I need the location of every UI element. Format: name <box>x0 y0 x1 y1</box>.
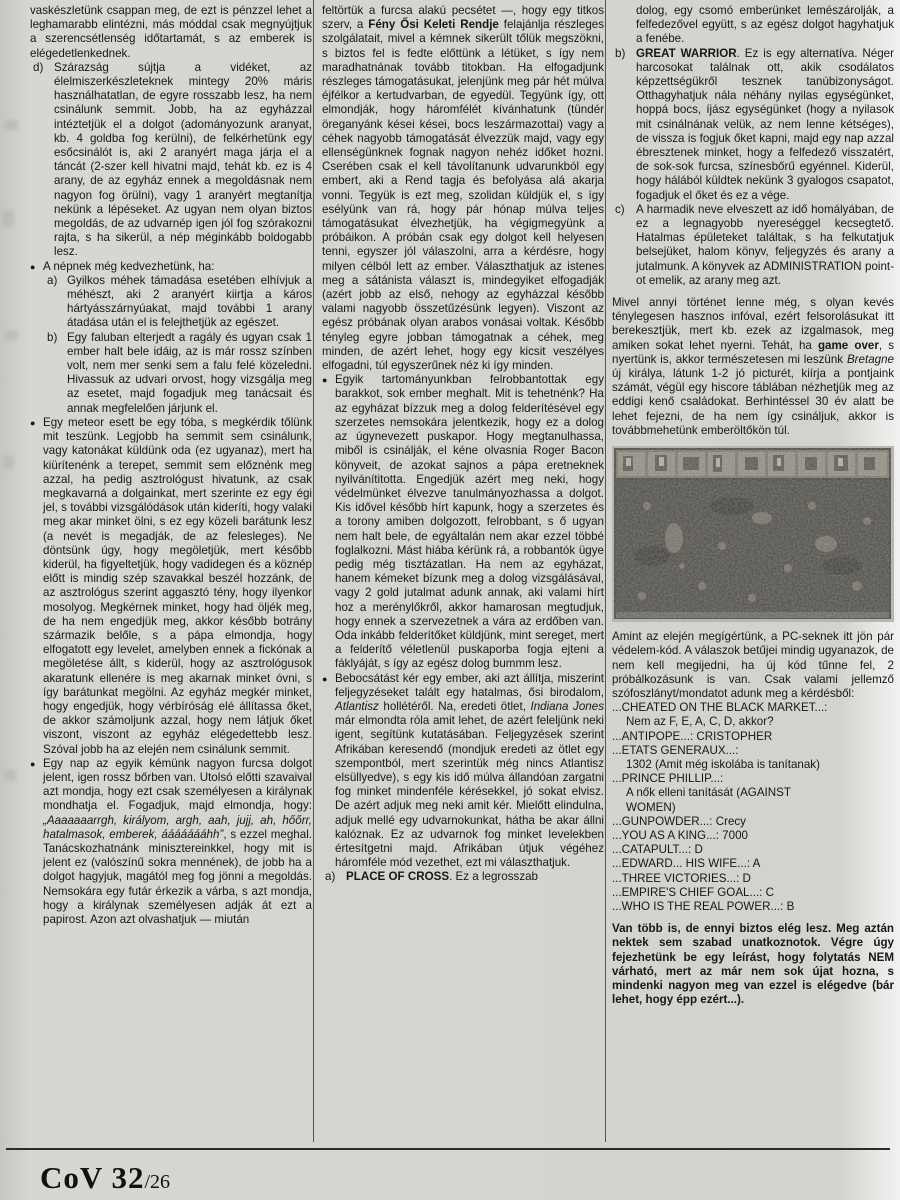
logo-page-number: /26 <box>144 1171 171 1193</box>
list-marker: d) <box>33 60 44 74</box>
bullet-marker: ● <box>30 758 36 769</box>
code-line: WOMEN) <box>626 800 676 814</box>
paragraph <box>612 203 894 288</box>
code-line: ...YOU AS A KING...: 7000 <box>612 828 748 842</box>
scan-smudge <box>2 210 14 226</box>
text-segment: felajánlja részleges szolgálatait, mivel a kémnek sikerült tőlük megszökni, s biztos fel is fedte előttünk a létüket, s így nem maradhatnának tovább titokban. Ha elfogadjunk részleges támogatásukat, jelenjünk meg pár hét múlva éjfélkor a kertudvarban, de egyedül. Tegyünk így, ott elmondják, hogy háromfélét kívánhatunk (tündér öreganyánk kései kései, bocs leszármazottai) vagy a céhek nagyobb támogatását élvezzük majd, vagy egy ellenségünknek fognak nagyon nehéz időket hozni. Cserében csak el kell távolítanunk udvarunkból egy embert, aki a Rend tagja és befolyása alá akarja vonni. Tegyük is ezt meg, szolidan küldjük el, s így esélyünk van rá, hogy pár hónap múlva teljes támogatásukat élvezhetjük, ha végigmegyünk a próbáikon. A próbán csak egy dolgot kell helyesen tenni, egyszer jól válaszolni, arra a kérdésre, hogy milyen célból lett az ember. Választhatjuk az istenes meg a sátánista választ is, mindegyiket elfogadják (azért jobb az első, nehogy az egyházzal később valami nagyobb összetűzésünk legyen). Viszont az egész próbának olyan arabos vonásai voltak. Később tényleg egyre jobban támogatnak a céhek, meg minden, de azért lehet, hogy egy kicsit veszélyes elfogadni, túl egyszerűnek néz ki így minden. <box>322 18 604 373</box>
code-line: ...WHO IS THE REAL POWER...: B <box>612 899 795 913</box>
scan-smudge <box>4 120 18 130</box>
code-line: ...EMPIRE'S CHIEF GOAL...: C <box>612 885 774 899</box>
game-screenshot <box>612 446 894 622</box>
bullet-marker: ● <box>322 375 328 386</box>
paragraph <box>322 4 604 373</box>
list-marker: a) <box>325 870 336 884</box>
text-segment: Bretagne <box>846 352 894 366</box>
scan-smudge <box>3 455 14 469</box>
text-segment: A harmadik neve elveszett az idő homályában, de ez a legnagyobb nyereséggel kecsegtető. Hatalmas épületeket találtak, s ha felkutatjuk belsejüket, halom könyv, feljegyzés és arany a jutalmunk. A könyvek az ADMINISTRATION point-ot emelik, az arany meg azt. <box>636 202 894 287</box>
paragraph <box>30 331 312 416</box>
text-segment: vaskészletünk csappan meg, de ezt is pénzzel lehet a leghamarabb elintézni, más móddal csak megnyújtjuk a szerencsétlenség időtartamát, s az emberek is elégedetlenkednek. <box>30 4 312 60</box>
text-column-2 <box>322 4 604 1146</box>
code-line: ...GUNPOWDER...: Crecy <box>612 814 746 828</box>
bullet-marker: ● <box>322 673 328 684</box>
paragraph <box>30 757 312 927</box>
magazine-footer-logo <box>40 1160 170 1196</box>
code-line: 1302 (Amit még iskolába is tanítanak) <box>626 757 820 771</box>
paragraph <box>612 630 894 701</box>
column-divider <box>605 0 606 1142</box>
paragraph <box>612 4 894 47</box>
text-segment: „Aaaaaaarrgh, királyom, argh, aah, jujj, ah, hőőrr, hatalmasok, emberek, áááááááhh” <box>43 813 312 841</box>
paragraph <box>612 922 894 1007</box>
text-segment: Mivel annyi történet lenne még, s olyan kevés ténylegesen hasznos infóval, ezért felsorolásukat itt berekesztjük, mert kb. ezek az izgalmasok, meg amiken sokat lehet nyerni. Tehát, ha <box>612 296 894 352</box>
text-segment: már elmondta róla amit lehet, de azért feleljünk neki igent, segítünk kutatásában. Feljegyzések szerint Afrikában keresendő (mondjuk eredeti az ötlet egy szempontból, mert szerintük még nincs Atlantisz elsüllyedve), s egy kis idő múlva állandóan zargatni fog minket mindenféle kérésekkel, jó sokat elvisz. De azért adjuk meg neki amit kér. Mielőtt elindulna, adjuk mellé egy udvarnokunkat, hátha be akar állni kalóznak. Ez az udvarnok fog minket levelekben értesítgetni majd. Afrikában útjuk végéhez háromféle mód vezethet, ezt mi választhatjuk. <box>335 714 604 870</box>
paragraph <box>30 260 312 274</box>
code-line: ...PRINCE PHILLIP...: <box>612 772 724 786</box>
text-segment: hollétéről. Na, eredeti ötlet, <box>378 699 531 713</box>
paragraph <box>322 373 604 671</box>
paragraph <box>30 416 312 757</box>
list-marker: b) <box>615 46 626 60</box>
paragraph <box>322 672 604 871</box>
code-line: ...CHEATED ON THE BLACK MARKET...: <box>612 701 828 715</box>
text-segment: Egy nap az egyik kémünk nagyon furcsa dolgot jelent, igen rossz bőrben van. Utolsó előtti szavaival azt mondja, hogy ezt csak személyesen a királynak mondhatja el. Fogadjuk, majd elmondja, hogy: <box>43 756 312 813</box>
text-segment: Atlantisz <box>335 699 379 713</box>
text-segment: Gyilkos méhek támadása esetében elhívjuk a méhészt, aki 2 aranyért kiirtja a káros hártyásszárnyúakat, majd további 1 arany átadása után el is felejthetjük az egészet. <box>67 273 312 330</box>
footer-rule <box>6 1148 890 1150</box>
column-divider <box>313 0 314 1142</box>
text-segment: Egyik tartományunkban felrobbantottak egy barakkot, sok ember meghalt. Mit is tehetnénk? Ha az egyházat bízzuk meg a dolog felderítésével egy szerzetes nemsokára jelentkezik, hogy ez a dolog az úgynevezett puskapor. Hogy megtanulhassa, miből is csinálják, el kéne olvasnia Roger Bacon könyveit, de azokat sajnos a pápa eretneknek nyilvánítitotta. Engedjük azért meg neki, hogy védelmünket élvezve tanulmányozhassa a dolgot. Kis idővel később hírt kapunk, hogy a szerzetes és a torony amiben dolgozott, felrobbant, s ő ugyan nem halt bele, de egyáltalán nem akar ezzel többé foglalkozni. Mást hiába kérünk rá, a robbantók ügye pedig még tisztázatlan. Ha nem az egyházat, hanem kémeket bízunk meg a dolog vizsgálásával, vagy 2 gold jutalmat adunk annak, aki valami hírt hoz a merénylőkről, akkor hamarosan megtudjuk, hogy ennek a szervezetnek a vára az erdőben van. Oda inkább felderítőket küldjünk, mint sereget, mert a felderítő véletlenül puskaporba fogja ejteni a fáklyáját, s így az egész dolog bummm lesz. <box>335 373 604 671</box>
text-column-3 <box>612 4 894 1146</box>
code-line: A nők elleni tanítását (AGAINST <box>626 786 791 800</box>
code-line: Nem az F, E, A, C, D, akkor? <box>626 715 774 729</box>
code-line: ...THREE VICTORIES...: D <box>612 871 751 885</box>
text-segment: PLACE OF CROSS <box>346 870 450 884</box>
text-segment: Fény Ősi Keleti Rendje <box>368 18 499 32</box>
code-line: ...ANTIPOPE...: CRISTOPHER <box>612 729 773 743</box>
text-segment: Bebocsátást kér egy ember, aki azt állítja, miszerint feljegyzéseket talált egy hatalmas, ősi birodalom, <box>335 671 604 699</box>
list-marker: c) <box>615 202 625 216</box>
text-segment: Van több is, de ennyi biztos elég lesz. Meg aztán nektek sem szabad unatkoznotok. Végre úgy fejezhetünk be egy leírást, hogy folytatás NEM várható, mert az már nem sok újat hozna, s mindenki nagyon meg van ezzel is elégedve (bár lehet, hogy épp ezért...). <box>612 922 894 1007</box>
code-line: ...CATAPULT...: D <box>612 843 703 857</box>
text-segment: , s nyertünk is, akkor természetesen mi leszünk <box>612 338 894 366</box>
paragraph <box>30 61 312 260</box>
text-segment: . Ez a legrosszab <box>449 870 539 884</box>
text-segment: A népnek még kedvezhetünk, ha: <box>43 259 215 273</box>
paragraph <box>612 47 894 203</box>
text-segment: feltörtük a furcsa alakú pecsétet —, hogy egy titkos szerv, a <box>322 4 604 32</box>
text-segment: Szárazság sújtja a vidéket, az élelmiszerkészleteknek mintegy 20% máris használhatatlan, de egyre rosszabb lesz, ha nem csinálunk semmit. Jobb, ha az egyházzal intéztetjük el a dolgot (adományozunk aranyat, kb. 4 goldba fog kerülni), de felkérhetünk egy esőcsinálót is, aki 2 aranyért maga járja el a táncát (2-szer kell hivatni majd, tehát kb. ez is 4 arany, de az egyház ennek a megoldásnak nem nagyon fog örülni), vagy 1 aranyért megtanítja nekünk a lépéseket. Az ugyan nem olyan biztos megoldás, de az udvarnép igen jól fog szórakozni rajta, s ha sikerül, a nép méginkább boldogabb lesz. <box>54 60 312 259</box>
text-segment: új királya, látunk 1-2 jó picturét, kiírja a pontjaink számát, végül egy hiscore táblában nézhetjük meg az eddigi kenő családokat. Berhintéssel 30 év alatt be lehet fejezni, de ha nem így csináljuk, akkor is továbbmehetünk emberöltőkön túl. <box>612 367 894 437</box>
list-marker: a) <box>47 273 58 287</box>
logo-title: CoV 32 <box>40 1160 145 1195</box>
text-segment: GREAT WARRIOR <box>636 46 737 60</box>
bullet-marker: ● <box>30 261 36 272</box>
text-segment: . Ez is egy alternatíva. Néger harcosokat találnak ott, akik csodálatos képzettségükről tesznek tanúbizonyságot. Otthagyhatjuk nála néhány nyilas egységünket, hoppá bocs, íjász egységünket (hogy a nyilasok mit csinálnának velük, az nem lenne kétséges), de vissza is fogjuk őket kapni, majd egy nap azzal ébresztenek minket, hogy a felfedező visszatért, de sok-sok furcsa, színesbőrű egyénnel. Kiderül, hogy hálából küldtek nekünk 3 gyalogos csapatot, fogadjuk el őket és ez a vége. <box>636 46 894 202</box>
text-segment: dolog, egy csomó emberünket lemészárolják, a felfedezővel együtt, s az egész dolgot hagyhatjuk a fenébe. <box>636 4 894 46</box>
text-column-1 <box>30 4 312 1146</box>
scan-smudge <box>4 770 16 780</box>
text-segment: game over <box>817 338 879 352</box>
list-marker: b) <box>47 330 58 344</box>
protection-codes-list <box>612 701 894 914</box>
scan-smudge <box>5 330 18 340</box>
bullet-marker: ● <box>30 417 36 428</box>
paragraph <box>322 870 604 884</box>
text-segment: Egy faluban elterjedt a ragály és ugyan csak 1 ember halt bele idáig, az is már rossz színben volt, nem mer senki sem a falu felé közeledni. Hivassuk az udvari orvost, hogy vizsgálja meg az esetet, majd fogadjuk meg tanácsait és annak megfelelően járjunk el. <box>67 330 312 415</box>
game-screenshot-image <box>612 446 894 622</box>
text-segment: Egy meteor esett be egy tóba, s megkérdik tőlünk mit teszünk. Legjobb ha semmit sem csinálunk, vagy katonákat küldünk oda (ez ugyanaz), mert ha kiürítenénk a terepet, semmit sem előznénk meg azzal, ha pedig asztrológust hivatunk, az csak megkavarná a dolgainkat, mert szerinte ez egy égi jel, s további vizsgálódások után kideríti, hogy valaki meg akar minket ölni, s ez egy közeli barátunk lesz (a nevét is megadják, de az felesleges). Ne döntsünk úgy, hogy megöletjük, mert később kiderül, ha figyeltetjük, hogy vadidegen és a köznép előtt is mindig szép szavakkal beszél hozzánk, de az asztrológus szerint aggasztó tény, hogy ilyenkor mosolyog. Megkérnek minket, hogy had öljék meg, de ha nem engedjük meg, akkor később botrány származik belőle, s a pápa elmondja, hogy elfogatott egy levelet, amelyben ennek a fickónak a megöletése állt, s kiderül, hogy az asztrológusok akaratunk ellenére is meg akarnak minket óvni, s így barátunkat megölni. Az egyház megkér minket, hogy engedjük, hogy vérbíróság elé állítassa őket, de akkor számoljunk azzal, hogy nem látjuk őket viszont, viszont az egyház elégedettebb lesz. Szóval jobb ha az elején nem csinálunk semmit. <box>43 415 312 756</box>
code-line: ...ETATS GENERAUX...: <box>612 743 739 757</box>
text-segment: , s ezzel meghal. Tanácskozhatnánk minisztereinkkel, hogy mit is jelent ez (valószínű sokra mennének), de jobb ha a dolgot hagyjuk, magától meg fog jönni a megoldás. Nemsokára egy futár érkezik a várba, s azt mondja, hogy a királynak személyesen adják át ezt a papirost. Azon azt olvashatjuk — miután <box>43 827 312 926</box>
text-segment: Indiana Jones <box>530 699 604 713</box>
paragraph <box>612 296 894 438</box>
text-segment: Amint az elején megígértünk, a PC-seknek itt jön pár védelem-kód. A válaszok betűjei mindig ugyanazok, de nem kell megijedni, ha új kód tűnne fel, 2 próbálkozásunk is van. Csak valami jellemző szófoszlányt/mondatot adunk meg a kérdésből: <box>612 630 894 700</box>
paragraph <box>30 4 312 61</box>
code-line: ...EDWARD... HIS WIFE...: A <box>612 857 761 871</box>
paragraph <box>30 274 312 331</box>
